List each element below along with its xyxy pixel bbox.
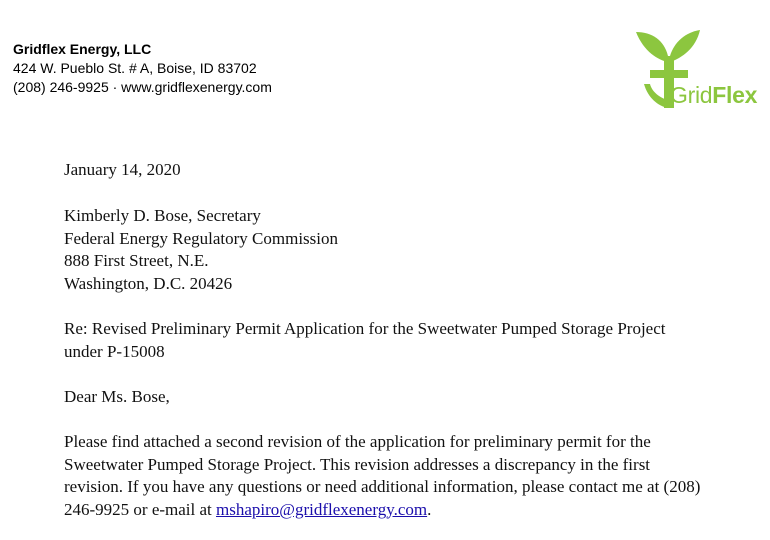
company-name: Gridflex Energy, LLC [13, 41, 152, 57]
gridflex-logo [630, 26, 770, 116]
body-line: Please find attached a second revision of the application for preliminary permit for the [64, 432, 651, 451]
subject-line [64, 318, 744, 363]
company-address: 424 W. Pueblo St. # A, Boise, ID 83702 [13, 60, 257, 76]
body-line: Sweetwater Pumped Storage Project. This revision addresses a discrepancy in the first [64, 454, 651, 474]
letterhead [13, 40, 272, 97]
recipient-line: 888 First Street, N.E. [64, 251, 209, 270]
body-line: revision. If you have any questions or need additional information, please contact me at (208) [64, 477, 701, 496]
email-link[interactable]: mshapiro@gridflexenergy.com [216, 499, 428, 519]
recipient-address [64, 205, 338, 295]
body-paragraph [64, 431, 744, 521]
company-contact: (208) 246-9925 · www.gridflexenergy.com [13, 79, 272, 95]
letter-date: January 14, 2020 [64, 160, 181, 179]
recipient-line: Kimberly D. Bose, Secretary [64, 206, 261, 225]
salutation: Dear Ms. Bose, [64, 387, 170, 406]
subject-line-1: Re: Revised Preliminary Permit Application for the Sweetwater Pumped Storage Project [64, 319, 666, 338]
logo-word-flex: Flex [712, 82, 758, 108]
body-line-last [64, 499, 744, 522]
logo-wordmark [670, 82, 757, 108]
recipient-line: Federal Energy Regulatory Commission [64, 228, 339, 248]
subject-line-2: under P-15008 [64, 341, 165, 361]
recipient-line: Washington, D.C. 20426 [64, 273, 233, 293]
logo-word-grid: Grid [670, 82, 713, 108]
body-last-prefix: 246-9925 or e-mail at [64, 499, 217, 519]
body-last-suffix: . [427, 499, 432, 519]
